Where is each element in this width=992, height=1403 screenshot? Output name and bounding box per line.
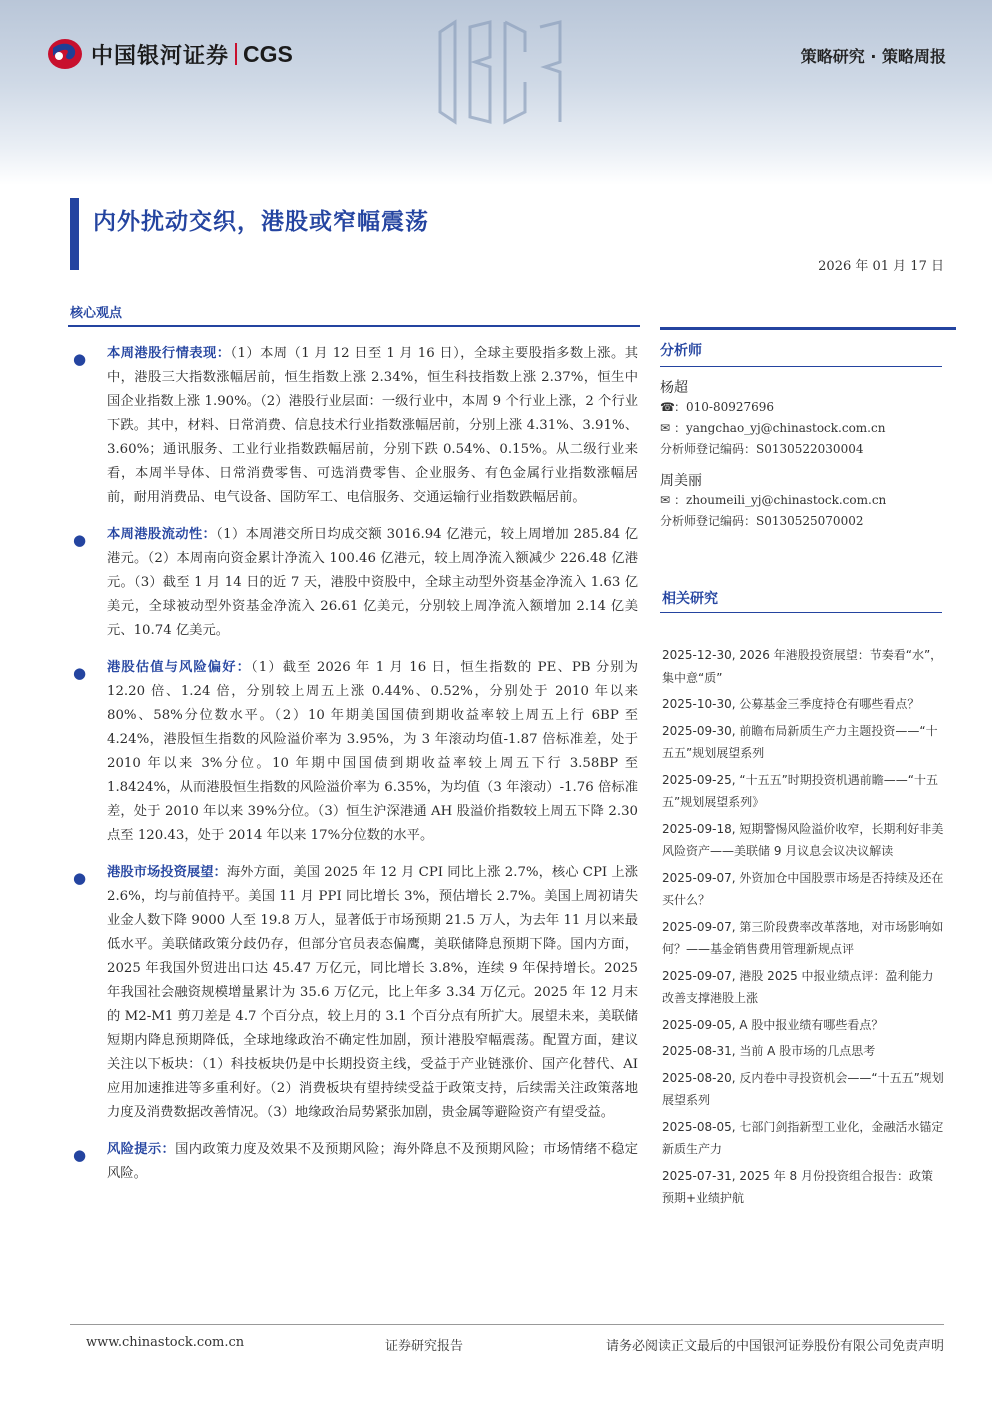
bullet-heading: 风险提示：: [107, 1142, 176, 1157]
bullet-dot-icon: ●: [73, 1146, 87, 1164]
email-address[interactable]: ：yangchao_yj@chinastock.com.cn: [674, 421, 886, 435]
bullet-outlook: [70, 861, 638, 1125]
related-item[interactable]: 2025-09-18, 短期警惕风险溢价收窄，长期利好非美风险资产——美联储 9 月议息会议决议解读: [662, 821, 944, 858]
bullet-dot-icon: ●: [73, 350, 87, 368]
bullet-heading: 本周港股行情表现：: [107, 346, 231, 361]
phone-number: ：010-80927696: [674, 400, 775, 414]
analyst-heading-rule: [660, 366, 942, 367]
related-item[interactable]: 2025-10-30, 公募基金三季度持仓有哪些看点？: [662, 697, 920, 711]
bullet-body: （1）本周（1 月 12 日至 1 月 16 日），全球主要股指多数上涨。其中，港股三大指数涨幅居前，恒生指数上涨 2.34%，恒生科技指数上涨 2.37%，恒生中国企业指数上涨 1.90%。（2）港股行业层面：一级行业中，本周 9 个行业上涨，2 个行业下跌。其中，材料、日常消费、信息技术行业指数涨幅居前，分别上涨 4.31%、3.91%、3.60%；通讯服务、工业行业指数跌幅居前，分别下跌 0.54%、0.15%。从二级行业来看，本周半导体、日常消费零售、可选消费零售、企业服务、有色金属行业指数涨幅居前，耐用消费品、电气设备、国防军工、电信服务、交通运输行业指数跌幅居前。: [107, 346, 639, 505]
email-icon: ✉: [660, 421, 671, 435]
bullet-heading: 本周港股流动性：: [107, 527, 217, 542]
analyst-registration: 分析师登记编码：S0130525070002: [660, 514, 864, 528]
bullet-body: （1）截至 2026 年 1 月 16 日，恒生指数的 PE、PB 分别为 12.20 倍、1.24 倍，分别较上周五上涨 0.44%、0.52%，分别处于 2010 年以来 80%、58%分位数水平。（2）10 年期美国国债到期收益率较上周五上行 6BP 至 4.24%，港股恒生指数的风险溢价率为 3.95%，为 3 年滚动均值-1.87 倍标准差，处于 2010 年以来 3%分位。10 年期中国国债到期收益率较上周五下行 3.58BP 至 1.8424%，从而港股恒生指数的风险溢价率为 6.35%，为均值（3 年滚动）-1.76 倍标准差，处于 2010 年以来 39%分位。（3）恒生沪深港通 AH 股溢价指数较上周五下降 2.30 点至 120.43，处于 2014 年以来 17%分位数的水平。: [107, 660, 638, 843]
footer-report-type: 证券研究报告: [385, 1339, 464, 1354]
related-research-heading: 相关研究: [662, 591, 718, 607]
bullet-body: 国内政策力度及效果不及预期风险；海外降息不及预期风险；市场情绪不稳定风险。: [107, 1142, 639, 1181]
bullet-risk: [70, 1138, 638, 1186]
email-address[interactable]: ：zhoumeili_yj@chinastock.com.cn: [674, 493, 887, 507]
related-research-rule: [660, 612, 942, 613]
analyst-name: 周美丽: [660, 473, 702, 489]
phone-icon: ☎: [660, 400, 675, 414]
logo-divider: [235, 43, 237, 65]
sidebar-top-rule: [660, 327, 956, 330]
cgs-watermark-graphic: [430, 12, 570, 132]
analyst-email[interactable]: [660, 418, 956, 439]
bullet-heading: 港股市场投资展望：: [107, 865, 227, 880]
related-item[interactable]: 2025-09-25, “十五五”时期投资机遇前瞻——“十五五”规划展望系列》: [662, 772, 939, 809]
analyst-heading: 分析师: [660, 343, 702, 359]
core-views-divider: [68, 325, 640, 327]
bullet-valuation: [70, 656, 638, 848]
report-category: 策略研究 · 策略周报: [800, 47, 946, 66]
brand-name: 中国银河证券: [91, 43, 230, 69]
related-item[interactable]: 2025-09-07, 港股 2025 中报业绩点评：盈利能力改善支撑港股上涨: [662, 968, 934, 1005]
analyst-sidebar: [660, 327, 956, 532]
related-item[interactable]: 2025-09-30, 前瞻布局新质生产力主题投资——“十五五”规划展望系列: [662, 723, 938, 760]
bullet-body: 海外方面，美国 2025 年 12 月 CPI 同比上涨 2.7%，核心 CPI 上涨 2.6%，均与前值持平。美国 11 月 PPI 同比增长 3%，预估增长 2.7%。美国上周初请失业金人数下降 9000 人至 19.8 万人，显著低于市场预期 21.5 万人，为去年 11 月以来最低水平。美联储政策分歧仍存，但部分官员表态偏鹰，美联储降息预期下降。国内方面，2025 年我国外贸进出口达 45.47 万亿元，同比增长 3.8%，连续 9 年保持增长。2025 年我国社会融资规模增量累计为 35.6 万亿元，比上年多 3.34 万亿元。2025 年 12 月末的 M2-M1 剪刀差是 4.7 个百分点，较上月的 3.1 个百分点有所扩大。展望未来，美联储短期内降息预期降低，全球地缘政治不确定性加剧，预计港股窄幅震荡。配置方面，建议关注以下板块：（1）科技板块仍是中长期投资主线，受益于产业链涨价、国产化替代、AI 应用加速推进等多重利好。（2）消费板块有望持续受益于政策支持，后续需关注政策落地力度及消费数据改善情况。（3）地缘政治局势紧张加剧，贵金属等避险资产有望受益。: [107, 865, 639, 1120]
related-item[interactable]: 2025-12-30, 2026 年港股投资展望：节奏看“水”，集中意“质”: [662, 648, 943, 685]
related-item[interactable]: 2025-09-05, A 股中报业绩有哪些看点？: [662, 1017, 884, 1032]
brand-logo: [45, 36, 293, 72]
core-views-heading: 核心观点: [70, 306, 123, 321]
core-views-list: [70, 342, 638, 1199]
brand-abbrev: CGS: [243, 40, 293, 67]
footer-website-link[interactable]: www.chinastock.com.cn: [86, 1335, 245, 1350]
bullet-dot-icon: ●: [73, 869, 87, 887]
report-date: 2026 年 01 月 17 日: [818, 259, 944, 274]
title-accent-bar: [70, 198, 79, 270]
report-title: 内外扰动交织，港股或窄幅震荡: [93, 209, 429, 235]
related-research-list: [662, 644, 944, 1214]
bullet-dot-icon: ●: [73, 531, 87, 549]
analyst-registration: 分析师登记编码：S0130522030004: [660, 442, 864, 456]
analyst-email[interactable]: [660, 490, 956, 511]
galaxy-logo-icon: [45, 36, 85, 72]
analyst-phone: [660, 397, 956, 418]
bullet-heading: 港股估值与风险偏好：: [107, 660, 252, 675]
related-item[interactable]: 2025-08-20, 反内卷中寻投资机会——“十五五”规划展望系列: [662, 1070, 944, 1107]
email-icon: ✉: [660, 493, 671, 507]
bullet-market-performance: [70, 342, 638, 510]
footer-divider: [70, 1324, 944, 1325]
footer-disclaimer: 请务必阅读正文最后的中国银河证券股份有限公司免责声明: [605, 1339, 944, 1354]
bullet-liquidity: [70, 523, 638, 643]
related-item[interactable]: 2025-08-31, 当前 A 股市场的几点思考: [662, 1044, 876, 1058]
related-item[interactable]: 2025-09-07, 第三阶段费率改革落地，对市场影响如何？——基金销售费用管理新规点评: [662, 919, 944, 956]
bullet-dot-icon: ●: [73, 664, 87, 682]
related-item[interactable]: 2025-08-05, 七部门剑指新型工业化，金融活水锚定新质生产力: [662, 1119, 944, 1156]
related-item[interactable]: 2025-09-07, 外资加仓中国股票市场是否持续及还在买什么？: [662, 870, 944, 907]
analyst-name: 杨超: [660, 380, 688, 396]
bullet-body: （1）本周港交所日均成交额 3016.94 亿港元，较上周增加 285.84 亿港元。（2）本周南向资金累计净流入 100.46 亿港元，较上周净流入额减少 226.48 亿港元。（3）截至 1 月 14 日的近 7 天，港股中资股中，全球主动型外资基金净流入 1.63 亿美元，全球被动型外资基金净流入 26.61 亿美元，分别较上周净流入额增加 2.14 亿美元、10.74 亿美元。: [107, 527, 639, 638]
related-item[interactable]: 2025-07-31, 2025 年 8 月份投资组合报告：政策预期+业绩护航: [662, 1168, 933, 1205]
header-banner: [0, 0, 992, 185]
